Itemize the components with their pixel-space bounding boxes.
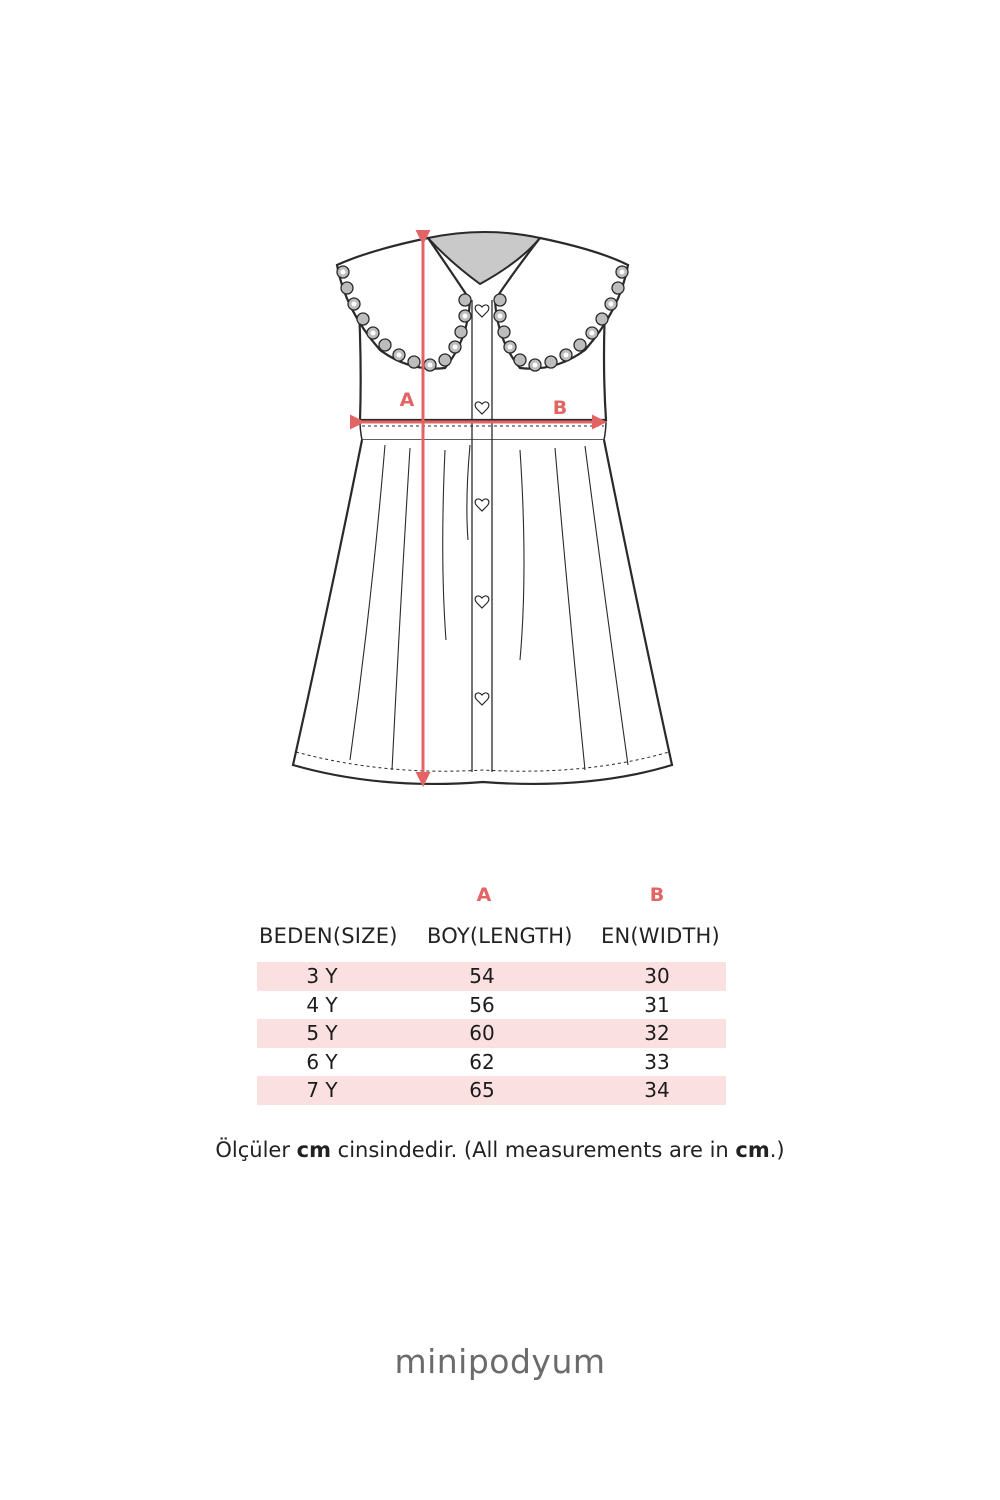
size-table (257, 962, 726, 1105)
table-row (257, 1048, 726, 1077)
table-row (257, 991, 726, 1020)
cell-size: 7 Y (306, 1078, 338, 1102)
dress-skirt (293, 440, 672, 784)
note-unit-1: cm (296, 1138, 331, 1162)
note-unit-2: cm (735, 1138, 770, 1162)
note-text-1: Ölçüler (215, 1138, 297, 1162)
cell-width: 31 (644, 992, 670, 1017)
cell-length: 62 (469, 1049, 495, 1074)
table-row (257, 1076, 726, 1105)
note-text-2: cinsindedir. (All measurements are in (331, 1138, 736, 1162)
cell-length: 54 (469, 964, 495, 988)
column-letter-a: A (476, 884, 492, 906)
table-row (257, 1019, 726, 1048)
cell-length: 60 (469, 1021, 495, 1045)
column-letter-b: B (649, 884, 665, 906)
brand-logo: minipodyum (394, 1342, 606, 1381)
table-row (257, 962, 726, 991)
header-size: BEDEN(SIZE) (259, 924, 398, 948)
measure-label-b: B (552, 397, 568, 419)
cell-width: 32 (644, 1021, 670, 1045)
note-text-3: .) (769, 1138, 785, 1162)
cell-size: 4 Y (306, 992, 338, 1017)
cell-size: 6 Y (306, 1049, 338, 1074)
measurement-note (0, 1138, 1000, 1162)
cell-length: 56 (469, 992, 495, 1017)
header-length: BOY(LENGTH) (427, 924, 573, 948)
measure-label-a: A (399, 389, 415, 411)
cell-size: 3 Y (306, 964, 338, 988)
cell-width: 33 (644, 1049, 670, 1074)
cell-width: 34 (644, 1078, 670, 1102)
cell-size: 5 Y (306, 1021, 338, 1045)
header-width: EN(WIDTH) (601, 924, 720, 948)
cell-length: 65 (469, 1078, 495, 1102)
cell-width: 30 (644, 964, 670, 988)
